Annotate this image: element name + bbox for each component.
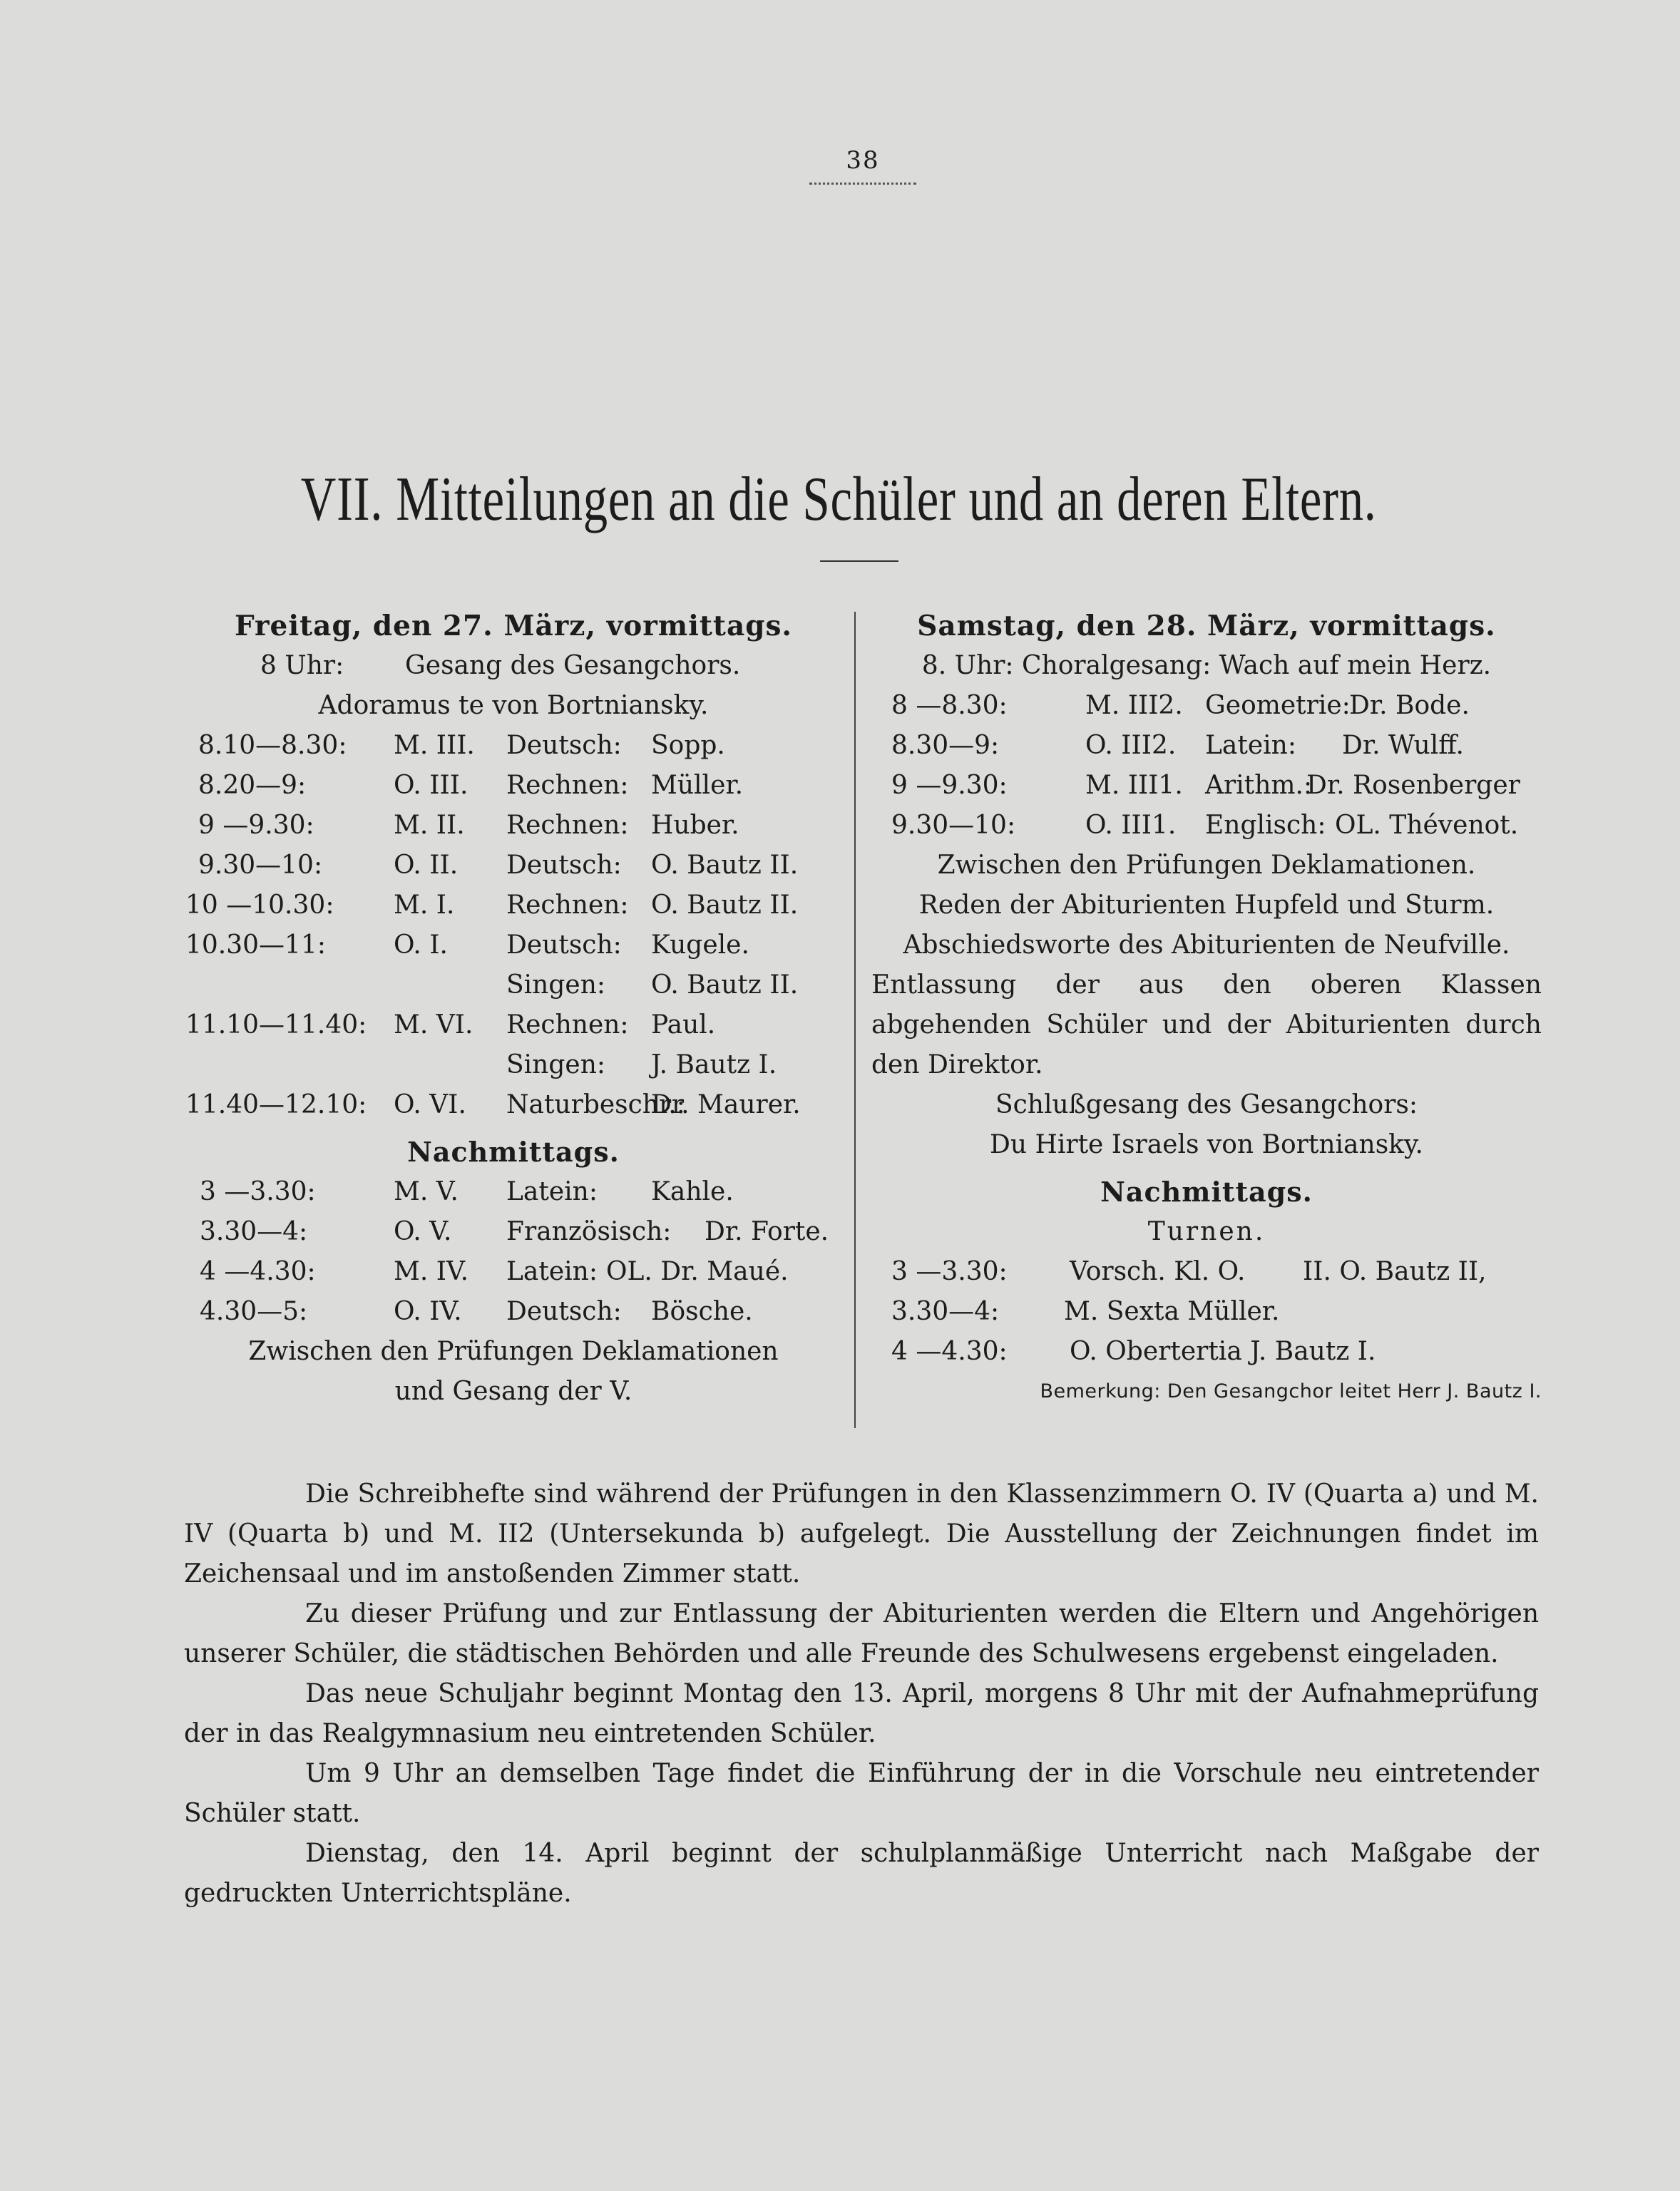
exam-row (178, 806, 849, 846)
exam-teacher: O. Bautz II. (651, 851, 799, 880)
exam-class: O. II. (394, 851, 459, 880)
exam-subject: Rechnen: (506, 771, 629, 800)
saturday-afternoon-heading: Nachmittags. (1100, 1176, 1313, 1208)
exam-row (178, 1212, 849, 1252)
friday-afternoon-list (178, 1172, 849, 1332)
saturday-schedule (871, 606, 1542, 1412)
exam-class: O. IV. (394, 1297, 462, 1326)
exam-row (178, 1252, 849, 1292)
turn-time: 3.30—4: (891, 1297, 1000, 1326)
exam-subject: Französisch: (506, 1217, 672, 1246)
exam-subject: Arithm.: (1205, 771, 1313, 800)
saturday-exam-list (871, 686, 1542, 846)
friday-schedule (178, 606, 849, 1412)
exam-row (178, 726, 849, 766)
exam-row (871, 726, 1542, 766)
saturday-closing-song-line: Schlußgesang des Gesangchors: (995, 1090, 1418, 1119)
exam-class: O. I. (394, 930, 448, 960)
exam-teacher: Dr. Rosenberger (1306, 771, 1520, 800)
exam-row (871, 806, 1542, 846)
turn-row (871, 1292, 1542, 1332)
turn-group: O. Obertertia J. Bautz I. (1070, 1337, 1376, 1366)
friday-closing-line: Zwischen den Prüfungen Deklamationen (248, 1337, 779, 1366)
exam-subject: Rechnen: (506, 891, 629, 920)
exam-class: M. III2. (1085, 691, 1183, 720)
page-number: 38 (846, 146, 880, 175)
exam-class: O. VI. (394, 1090, 466, 1119)
exam-teacher: J. Bautz I. (651, 1050, 777, 1079)
exam-class: M. VI. (394, 1010, 473, 1040)
exam-row (871, 766, 1542, 806)
exam-subject: Deutsch: (506, 731, 622, 760)
exam-teacher: Kahle. (651, 1177, 734, 1206)
exam-class: M. V. (394, 1177, 459, 1206)
saturday-dismissal-text: Entlassung der aus den oberen Klassen abgehenden Schüler und der Abiturienten durch den Direktor. (871, 970, 1542, 1079)
friday-closing-line: und Gesang der V. (394, 1377, 632, 1406)
exam-teacher: O. Bautz II. (651, 891, 799, 920)
exam-subject: Deutsch: (506, 851, 622, 880)
paragraph: Dienstag, den 14. April beginnt der schulplanmäßige Unterricht nach Maßgabe der gedruckten Unterrichtspläne. (184, 1839, 1539, 1908)
saturday-heading: Samstag, den 28. März, vormittags. (917, 610, 1496, 642)
exam-teacher: Dr. Maurer. (651, 1090, 801, 1119)
exam-time: 3 —3.30: (200, 1177, 316, 1206)
exam-subject: Latein: (506, 1257, 598, 1286)
saturday-farewell-line: Abschiedsworte des Abiturienten de Neufville. (903, 930, 1510, 960)
saturday-turnen-label: Turnen. (1147, 1217, 1266, 1246)
exam-subject: Deutsch: (506, 930, 622, 960)
intro-time: 8 Uhr: (260, 651, 344, 680)
saturday-speeches-line: Reden der Abiturienten Hupfeld und Sturm. (918, 891, 1495, 920)
column-divider (854, 612, 856, 1428)
exam-teacher: Bösche. (651, 1297, 753, 1326)
section-title: VII. Mitteilungen an die Schüler und an deren Eltern. (300, 465, 1377, 534)
exam-class: M. II. (394, 811, 465, 840)
friday-intro-line (178, 646, 849, 686)
exam-teacher: Dr. Wulff. (1342, 731, 1464, 760)
saturday-remark: Bemerkung: Den Gesangchor leitet Herr J. Bautz I. (1040, 1380, 1542, 1402)
exam-time: 8 —8.30: (891, 691, 1008, 720)
saturday-between-line: Zwischen den Prüfungen Deklamationen. (937, 851, 1476, 880)
exam-subject: Latein: (1205, 731, 1296, 760)
exam-row (178, 1085, 849, 1125)
exam-class: M. III1. (1085, 771, 1183, 800)
exam-time: 8.30—9: (891, 731, 1000, 760)
exam-time: 4.30—5: (200, 1297, 308, 1326)
exam-subject: Rechnen: (506, 1010, 629, 1040)
saturday-intro-line: 8. Uhr: Choralgesang: Wach auf mein Herz. (921, 651, 1492, 680)
intro-text: Gesang des Gesangchors. (405, 651, 741, 680)
exam-subject: Latein: (506, 1177, 598, 1206)
exam-teacher: Huber. (651, 811, 739, 840)
exam-time: 11.10—11.40: (185, 1010, 367, 1040)
title-divider (820, 560, 898, 562)
exam-class: M. IV. (394, 1257, 469, 1286)
exam-teacher: OL. Dr. Maué. (606, 1257, 789, 1286)
exam-time: 8.10—8.30: (198, 731, 347, 760)
friday-intro-line: Adoramus te von Bortniansky. (318, 691, 709, 720)
page-number-ornament (809, 183, 916, 185)
exam-time: 8.20—9: (198, 771, 307, 800)
exam-row (871, 686, 1542, 726)
exam-subject: Singen: (506, 1050, 606, 1079)
exam-subject: Englisch: (1205, 811, 1326, 840)
friday-heading: Freitag, den 27. März, vormittags. (234, 610, 793, 642)
friday-afternoon-heading: Nachmittags. (407, 1136, 620, 1168)
exam-row (178, 925, 849, 965)
exam-teacher: Sopp. (651, 731, 725, 760)
exam-teacher: Dr. Bode. (1349, 691, 1470, 720)
exam-row (178, 1005, 849, 1045)
turn-time: 3 —3.30: (891, 1257, 1008, 1286)
saturday-afternoon-list (871, 1252, 1542, 1372)
exam-class: O. III1. (1085, 811, 1177, 840)
turn-time: 4 —4.30: (891, 1337, 1008, 1366)
paragraph: Um 9 Uhr an demselben Tage findet die Einführung der in die Vorschule neu eintretender Schüler statt. (184, 1759, 1539, 1828)
exam-class: M. III. (394, 731, 475, 760)
exam-time: 9.30—10: (198, 851, 323, 880)
exam-row (178, 965, 849, 1005)
exam-row (178, 886, 849, 925)
turn-group: Vorsch. Kl. O. (1070, 1257, 1246, 1286)
exam-time: 9 —9.30: (891, 771, 1008, 800)
exam-row (178, 1292, 849, 1332)
exam-row (178, 1045, 849, 1085)
exam-class: O. III2. (1085, 731, 1177, 760)
exam-class: O. V. (394, 1217, 452, 1246)
exam-row (178, 766, 849, 806)
exam-teacher: Paul. (651, 1010, 716, 1040)
exam-subject: Geometrie: (1205, 691, 1351, 720)
exam-time: 9 —9.30: (198, 811, 314, 840)
exam-time: 9.30—10: (891, 811, 1016, 840)
exam-row (178, 846, 849, 886)
exam-time: 10 —10.30: (185, 891, 334, 920)
announcement-text (184, 1474, 1539, 1914)
exam-class: O. III. (394, 771, 468, 800)
exam-teacher: O. Bautz II. (651, 970, 799, 1000)
paragraph: Die Schreibhefte sind während der Prüfungen in den Klassenzimmern O. IV (Quarta a) und M. IV (Quarta b) und M. II2 (Untersekunda b) aufgelegt. Die Ausstellung der Zeichnungen findet im Zeichensaal und im anstoßenden Zimmer statt. (184, 1479, 1539, 1589)
exam-time: 10.30—11: (185, 930, 326, 960)
exam-teacher: Kugele. (651, 930, 749, 960)
friday-exam-list (178, 726, 849, 1125)
exam-class: M. I. (394, 891, 455, 920)
exam-teacher: OL. Thévenot. (1335, 811, 1519, 840)
exam-subject: Singen: (506, 970, 606, 1000)
exam-subject: Naturbeschr.: (506, 1090, 685, 1119)
exam-row (178, 1172, 849, 1212)
paragraph: Zu dieser Prüfung und zur Entlassung der Abiturienten werden die Eltern und Angehörigen unserer Schüler, die städtischen Behörden und alle Freunde des Schulwesens ergebenst eingeladen. (184, 1599, 1539, 1668)
exam-teacher: Dr. Forte. (705, 1217, 829, 1246)
turn-row (871, 1252, 1542, 1292)
exam-time: 4 —4.30: (200, 1257, 316, 1286)
exam-time: 11.40—12.10: (185, 1090, 367, 1119)
turn-group: M. Sexta Müller. (1064, 1297, 1280, 1326)
exam-teacher: Müller. (651, 771, 744, 800)
exam-time: 3.30—4: (200, 1217, 308, 1246)
exam-subject: Deutsch: (506, 1297, 622, 1326)
turn-extra: II. O. Bautz II, (1303, 1257, 1487, 1286)
saturday-closing-song-line: Du Hirte Israels von Bortniansky. (989, 1130, 1423, 1159)
turn-row (871, 1332, 1542, 1372)
paragraph: Das neue Schuljahr beginnt Montag den 13. April, morgens 8 Uhr mit der Aufnahmeprüfung der in das Realgymnasium neu eintretenden Schüler. (184, 1679, 1539, 1748)
exam-subject: Rechnen: (506, 811, 629, 840)
